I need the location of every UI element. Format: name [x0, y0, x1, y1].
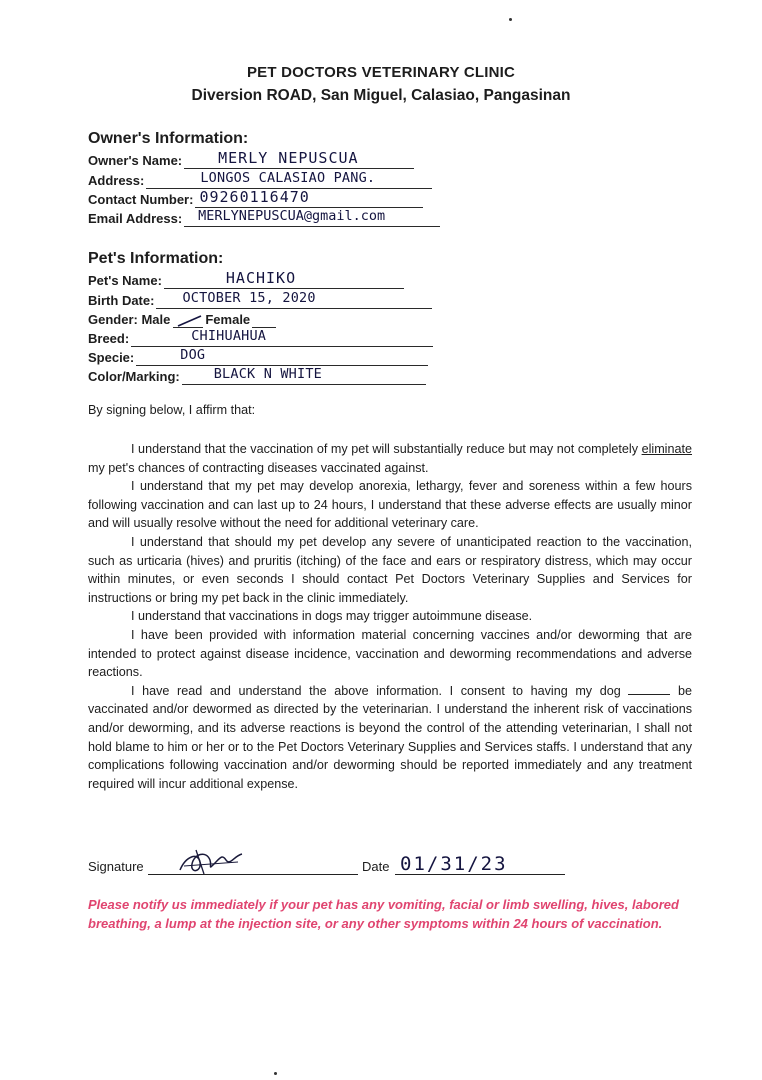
pet-name-label: Pet's Name: — [88, 273, 162, 288]
owner-name-field[interactable] — [184, 150, 414, 169]
pet-breed-value: CHIHUAHUA — [191, 328, 267, 344]
male-check-mark — [177, 315, 203, 327]
owner-name-label: Owner's Name: — [88, 153, 183, 168]
paragraph-vaccination-effect — [88, 440, 692, 477]
pet-color-value: BLACK N WHITE — [213, 366, 322, 382]
owner-contact-value: 09260116470 — [199, 188, 310, 206]
paragraph-side-effects: I understand that my pet may develop anorexia, lethargy, fever and soreness within a few hours following vaccination and can last up to 24 hours, I understand that these adverse effects are usually minor and will usually resolve without the need for additional veterinary care. — [88, 479, 692, 531]
pet-birth-row — [88, 290, 432, 309]
owner-name-row — [88, 150, 414, 169]
pet-breed-row — [88, 328, 433, 347]
speck — [509, 18, 512, 21]
gender-female-checkbox[interactable] — [252, 313, 276, 328]
owner-email-label: Email Address: — [88, 211, 183, 226]
pet-specie-row — [88, 347, 428, 366]
pet-name-field[interactable] — [164, 270, 404, 289]
pet-color-field[interactable] — [182, 366, 426, 385]
paragraph-consent — [88, 682, 692, 794]
owner-name-value: MERLY NEPUSCUA — [218, 149, 359, 167]
paragraph-text: be vaccinated and/or dewormed as directed by the veterinarian. I understand the inherent risk of vaccinations and/or deworming, and its adverse reactions is beyond the control of the attending veterinarian, I shall not hold blame to him or her or to the Pet Doctors Veterinary Supplies and Services staffs. I understand that any complications following vaccination and/or deworming should be reported immediately and any treatment required will incur additional expense. — [88, 683, 693, 791]
pet-info-title: Pet's Information: — [88, 250, 224, 267]
owner-email-row — [88, 208, 440, 227]
clinic-name: PET DOCTORS VETERINARY CLINIC — [246, 64, 516, 81]
underlined-word: eliminate — [641, 442, 692, 456]
owner-address-row — [88, 170, 432, 189]
pet-name-row — [88, 270, 404, 289]
owner-contact-field[interactable] — [195, 189, 423, 208]
pet-breed-label: Breed: — [88, 331, 130, 346]
paragraph-text: my pet's chances of contracting diseases vaccinated against. — [88, 460, 429, 475]
pet-specie-label: Specie: — [88, 350, 135, 365]
paragraph-severe-reaction: I understand that should my pet develop any severe of unanticipated reaction to the vaccination, such as urticaria (hives) and pruritis (itching) of the face and ears or respiratory distress, which may occur within minutes, or even seconds I should contact Pet Doctors Veterinary Supplies and Services for instructions or bring my pet back in the clinic immediately. — [88, 534, 692, 605]
affirm-intro: By signing below, I affirm that: — [88, 403, 256, 417]
signature-label: Signature — [88, 859, 144, 874]
owner-address-field[interactable] — [146, 170, 432, 189]
owner-contact-row — [88, 189, 423, 208]
pet-breed-field[interactable] — [131, 328, 433, 347]
date-value: 01/31/23 — [400, 853, 508, 875]
gender-male-checkbox[interactable] — [173, 313, 203, 328]
paragraph-text: I understand that the vaccination of my pet will substantially reduce but may not completely — [131, 442, 642, 456]
pet-name-value: HACHIKO — [225, 269, 297, 287]
pet-birth-field[interactable] — [156, 290, 432, 309]
affirmation-paragraphs — [88, 440, 692, 793]
date-label: Date — [362, 859, 390, 874]
post-vaccination-notice: Please notify us immediately if your pet has any vomiting, facial or limb swelling, hives, labored breathing, a lump at the injection site, or any other symptoms within 24 hours of vaccination. — [88, 897, 679, 931]
owner-address-label: Address: — [88, 173, 145, 188]
signature-row — [88, 848, 588, 878]
pet-female-label: Female — [205, 312, 251, 327]
pet-specie-value: DOG — [180, 347, 206, 363]
pet-birth-label: Birth Date: — [88, 293, 155, 308]
pet-gender-label: Gender: Male — [88, 312, 171, 327]
paragraph-text: I have read and understand the above information. I consent to having my dog — [131, 683, 621, 698]
owner-email-field[interactable] — [184, 208, 440, 227]
clinic-address: Diversion ROAD, San Miguel, Calasiao, Pangasinan — [191, 87, 571, 104]
speck — [274, 1072, 277, 1075]
owner-address-value: LONGOS CALASIAO PANG. — [200, 170, 376, 186]
dog-name-blank[interactable] — [628, 684, 670, 695]
pet-color-row — [88, 366, 426, 385]
clinic-header — [0, 64, 762, 105]
pet-birth-value: OCTOBER 15, 2020 — [182, 290, 316, 306]
pet-color-label: Color/Marking: — [88, 369, 180, 384]
paragraph-information-material: I have been provided with information material concerning vaccines and/or deworming that are intended to protect against disease incidence, vaccination and deworming recommendations and adverse reactions. — [88, 627, 692, 680]
pet-gender-row — [88, 309, 276, 328]
owner-contact-label: Contact Number: — [88, 192, 194, 207]
pet-specie-field[interactable] — [136, 347, 428, 366]
paragraph-autoimmune: I understand that vaccinations in dogs may trigger autoimmune disease. — [131, 609, 533, 624]
owner-email-value: MERLYNEPUSCUA@gmail.com — [198, 208, 386, 224]
signature-scribble-icon — [176, 846, 248, 878]
owner-info-title: Owner's Information: — [88, 130, 249, 147]
